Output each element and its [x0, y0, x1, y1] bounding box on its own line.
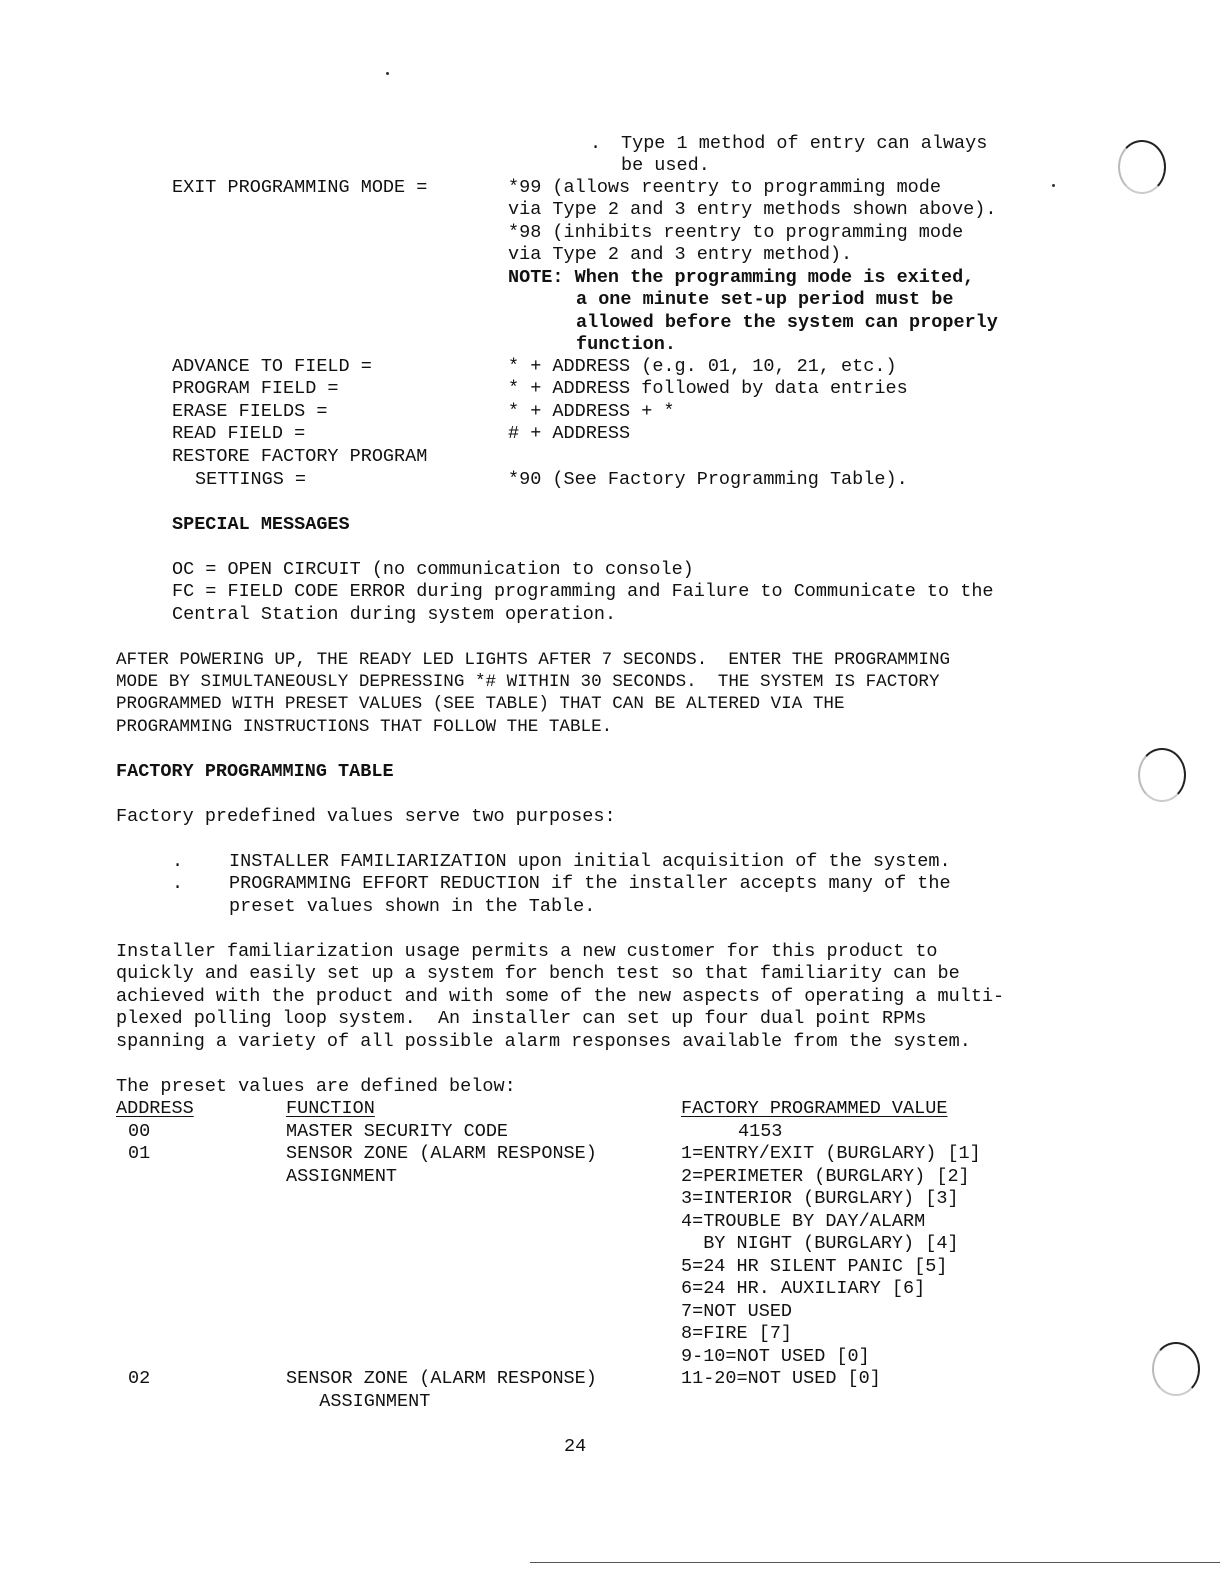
- table-cell-address: 01: [128, 1143, 151, 1164]
- definition-term: ERASE FIELDS =: [172, 401, 328, 422]
- hole-punch-middle: [1138, 748, 1186, 802]
- table-cell-function: ASSIGNMENT: [286, 1166, 398, 1187]
- page-number: 24: [564, 1436, 587, 1457]
- definition-term: RESTORE FACTORY PROGRAM: [172, 446, 428, 467]
- note-text: function.: [576, 334, 676, 355]
- definition-value: *99 (allows reentry to programming mode: [508, 177, 941, 198]
- hole-punch-bottom: [1152, 1342, 1200, 1396]
- definition-term: EXIT PROGRAMMING MODE =: [172, 177, 428, 198]
- table-cell-function: SENSOR ZONE (ALARM RESPONSE): [286, 1368, 597, 1389]
- table-cell-address: 02: [128, 1368, 151, 1389]
- table-cell-function: MASTER SECURITY CODE: [286, 1121, 509, 1142]
- special-message-line: FC = FIELD CODE ERROR during programming and Failure to Communicate to the: [172, 581, 994, 602]
- familiarization-line: achieved with the product and with some of the new aspects of operating a multi-: [116, 986, 1005, 1007]
- entry-note-line: be used.: [621, 155, 710, 176]
- table-header-address: ADDRESS: [116, 1098, 194, 1119]
- power-up-line: AFTER POWERING UP, THE READY LED LIGHTS AFTER 7 SECONDS. ENTER THE PROGRAMMING: [116, 650, 951, 670]
- bullet-text: PROGRAMMING EFFORT REDUCTION if the installer accepts many of the: [229, 873, 951, 894]
- power-up-line: PROGRAMMED WITH PRESET VALUES (SEE TABLE) THAT CAN BE ALTERED VIA THE: [116, 694, 845, 714]
- table-cell-value: BY NIGHT (BURGLARY) [4]: [681, 1233, 959, 1254]
- scan-edge-line: [530, 1562, 1220, 1563]
- entry-note-bullet: .: [590, 133, 602, 154]
- definition-term: PROGRAM FIELD =: [172, 378, 339, 399]
- definition-value: *90 (See Factory Programming Table).: [508, 469, 908, 490]
- scan-speck: [1052, 184, 1055, 187]
- definition-term: SETTINGS =: [195, 469, 307, 490]
- table-cell-value: 6=24 HR. AUXILIARY [6]: [681, 1278, 926, 1299]
- definition-value: via Type 2 and 3 entry methods shown above).: [508, 199, 997, 220]
- definition-term: READ FIELD =: [172, 423, 306, 444]
- table-cell-address: 00: [128, 1121, 151, 1142]
- power-up-line: PROGRAMMING INSTRUCTIONS THAT FOLLOW THE TABLE.: [116, 717, 613, 737]
- table-cell-value: 8=FIRE [7]: [681, 1323, 793, 1344]
- factory-intro: Factory predefined values serve two purposes:: [116, 806, 616, 827]
- table-header-function: FUNCTION: [286, 1098, 375, 1119]
- table-cell-value: 2=PERIMETER (BURGLARY) [2]: [681, 1166, 970, 1187]
- definition-value: * + ADDRESS followed by data entries: [508, 378, 908, 399]
- preset-intro: The preset values are defined below:: [116, 1076, 516, 1097]
- bullet-text: preset values shown in the Table.: [229, 896, 596, 917]
- bullet-dot: .: [172, 851, 184, 872]
- note-text: allowed before the system can properly: [576, 312, 998, 333]
- special-message-line: Central Station during system operation.: [172, 604, 617, 625]
- table-header-value: FACTORY PROGRAMMED VALUE: [681, 1098, 948, 1119]
- table-cell-value: 5=24 HR SILENT PANIC [5]: [681, 1256, 948, 1277]
- definition-value: * + ADDRESS + *: [508, 401, 675, 422]
- definition-value: * + ADDRESS (e.g. 01, 10, 21, etc.): [508, 356, 897, 377]
- note-text: NOTE: When the programming mode is exited,: [508, 267, 975, 288]
- table-cell-value: 11-20=NOT USED [0]: [681, 1368, 881, 1389]
- table-cell-value: 4153: [738, 1121, 783, 1142]
- familiarization-line: Installer familiarization usage permits a new customer for this product to: [116, 941, 938, 962]
- familiarization-line: spanning a variety of all possible alarm responses available from the system.: [116, 1031, 971, 1052]
- table-cell-value: 4=TROUBLE BY DAY/ALARM: [681, 1211, 926, 1232]
- definition-value: via Type 2 and 3 entry method).: [508, 244, 853, 265]
- familiarization-line: quickly and easily set up a system for bench test so that familiarity can be: [116, 963, 960, 984]
- definition-value: # + ADDRESS: [508, 423, 631, 444]
- table-cell-value: 1=ENTRY/EXIT (BURGLARY) [1]: [681, 1143, 981, 1164]
- note-text: a one minute set-up period must be: [576, 289, 954, 310]
- power-up-line: MODE BY SIMULTANEOUSLY DEPRESSING *# WITHIN 30 SECONDS. THE SYSTEM IS FACTORY: [116, 672, 940, 692]
- table-cell-value: 9-10=NOT USED [0]: [681, 1346, 870, 1367]
- table-cell-value: 7=NOT USED: [681, 1301, 793, 1322]
- definition-term: ADVANCE TO FIELD =: [172, 356, 372, 377]
- factory-heading: FACTORY PROGRAMMING TABLE: [116, 761, 394, 782]
- special-message-line: OC = OPEN CIRCUIT (no communication to console): [172, 559, 694, 580]
- table-cell-value: 3=INTERIOR (BURGLARY) [3]: [681, 1188, 959, 1209]
- table-cell-function: ASSIGNMENT: [286, 1391, 431, 1412]
- familiarization-line: plexed polling loop system. An installer can set up four dual point RPMs: [116, 1008, 927, 1029]
- definition-value: *98 (inhibits reentry to programming mode: [508, 222, 964, 243]
- special-messages-heading: SPECIAL MESSAGES: [172, 514, 350, 535]
- bullet-text: INSTALLER FAMILIARIZATION upon initial acquisition of the system.: [229, 851, 951, 872]
- bullet-dot: .: [172, 873, 184, 894]
- table-cell-function: SENSOR ZONE (ALARM RESPONSE): [286, 1143, 597, 1164]
- entry-note-line: Type 1 method of entry can always: [621, 133, 988, 154]
- scan-speck: [386, 72, 389, 75]
- hole-punch-top: [1118, 140, 1166, 194]
